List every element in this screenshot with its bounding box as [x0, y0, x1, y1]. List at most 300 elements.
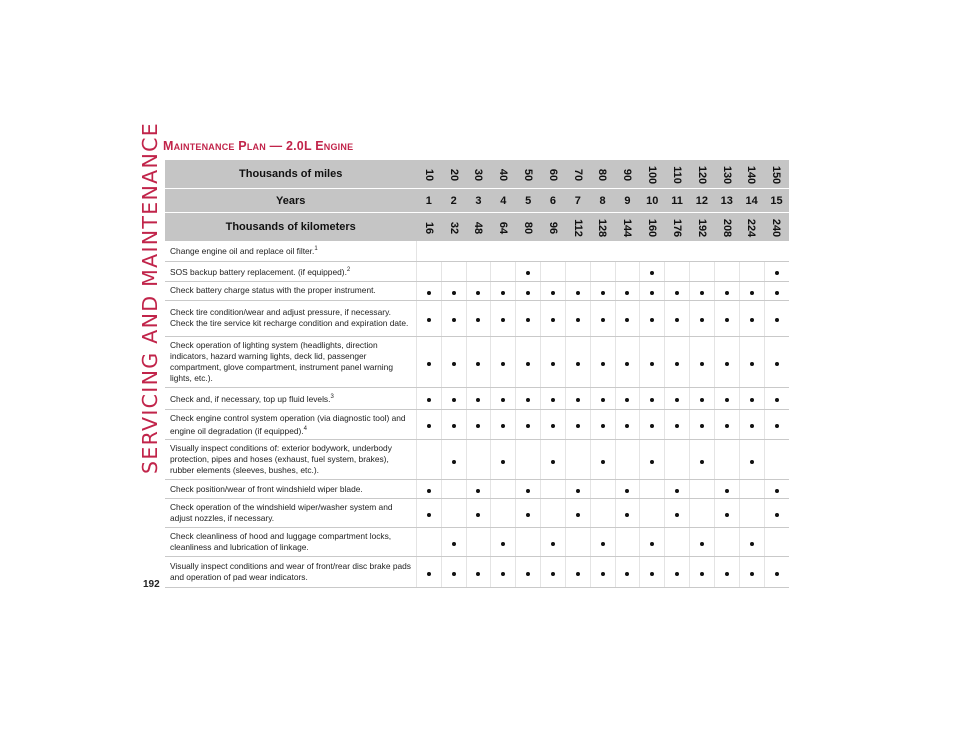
schedule-cell [466, 409, 491, 440]
schedule-cell [565, 440, 590, 480]
header-label-miles: Thousands of miles [165, 160, 416, 189]
bullet-icon [526, 424, 530, 428]
bullet-icon [452, 362, 456, 366]
header-miles-cell [714, 160, 739, 189]
schedule-cell [590, 336, 615, 387]
bullet-icon [601, 572, 605, 576]
schedule-cell [590, 261, 615, 281]
schedule-cell [541, 281, 566, 300]
table-row [165, 241, 789, 261]
header-km-cell [441, 213, 466, 242]
bullet-icon [452, 572, 456, 576]
bullet-icon [750, 291, 754, 295]
schedule-cell [665, 528, 690, 557]
chapter-side-title [132, 28, 168, 568]
header-miles-cell [466, 160, 491, 189]
schedule-cell [615, 336, 640, 387]
footnote-ref: 4 [303, 425, 307, 432]
bullet-icon [551, 424, 555, 428]
header-km-value: 16 [422, 221, 435, 235]
schedule-cell [416, 480, 441, 499]
header-years-cell [441, 189, 466, 213]
schedule-cell [441, 336, 466, 387]
bullet-icon [526, 291, 530, 295]
bullet-icon [700, 542, 704, 546]
header-row-years [165, 189, 789, 213]
bullet-icon [576, 572, 580, 576]
schedule-cell [739, 499, 764, 528]
schedule-cell [541, 499, 566, 528]
schedule-cell [665, 499, 690, 528]
schedule-cell [441, 440, 466, 480]
bullet-icon [700, 424, 704, 428]
schedule-cell [690, 557, 715, 588]
schedule-cell [416, 300, 441, 336]
header-miles-value: 90 [621, 168, 634, 182]
header-years-value: 14 [745, 194, 758, 207]
schedule-cell [764, 528, 789, 557]
schedule-cell [739, 336, 764, 387]
bullet-icon [625, 318, 629, 322]
schedule-cell [541, 300, 566, 336]
bullet-icon [725, 291, 729, 295]
bullet-icon [476, 513, 480, 517]
header-years-cell [541, 189, 566, 213]
header-years-cell [714, 189, 739, 213]
schedule-cell [416, 281, 441, 300]
header-years-value: 15 [770, 194, 783, 207]
schedule-cell [739, 480, 764, 499]
header-km-value: 160 [646, 218, 659, 238]
schedule-cell [690, 261, 715, 281]
schedule-cell [565, 499, 590, 528]
bullet-icon [452, 542, 456, 546]
header-km-cell [590, 213, 615, 242]
header-years-value: 12 [695, 194, 709, 207]
bullet-icon [476, 424, 480, 428]
bullet-icon [750, 572, 754, 576]
schedule-cell [690, 528, 715, 557]
task-text: SOS backup battery replacement. (if equipped). [170, 266, 347, 277]
schedule-cell [516, 528, 541, 557]
schedule-cell [466, 336, 491, 387]
header-miles-cell [565, 160, 590, 189]
bullet-icon [675, 362, 679, 366]
bullet-icon [452, 318, 456, 322]
task-text: Check cleanliness of hood and luggage compartment locks, cleanliness and lubrication of linkage. [170, 531, 392, 553]
schedule-cell [615, 261, 640, 281]
schedule-cell [665, 387, 690, 409]
bullet-icon [650, 572, 654, 576]
schedule-cell [590, 557, 615, 588]
bullet-icon [501, 542, 505, 546]
schedule-cell [491, 440, 516, 480]
schedule-cell [416, 336, 441, 387]
schedule-cell [640, 528, 665, 557]
bullet-icon [427, 362, 431, 366]
bullet-icon [551, 460, 555, 464]
schedule-cell [714, 281, 739, 300]
schedule-cell [466, 300, 491, 336]
schedule-cell [565, 409, 590, 440]
schedule-cell [739, 387, 764, 409]
header-km-cell [466, 213, 491, 242]
schedule-cell [615, 557, 640, 588]
header-km-cell [565, 213, 590, 242]
header-km-value: 32 [447, 221, 460, 235]
header-miles-value: 40 [497, 168, 510, 182]
header-km-value: 96 [546, 221, 559, 235]
header-km-cell [739, 213, 764, 242]
bullet-icon [576, 489, 580, 493]
task-text: Visually inspect conditions and wear of front/rear disc brake pads and operation of pad wear indicators. [170, 561, 411, 583]
schedule-cell [590, 440, 615, 480]
bullet-icon [501, 318, 505, 322]
bullet-icon [750, 460, 754, 464]
bullet-icon [750, 318, 754, 322]
schedule-cell [541, 480, 566, 499]
task-description [165, 261, 416, 281]
table-row [165, 480, 789, 499]
bullet-icon [650, 542, 654, 546]
bullet-icon [452, 398, 456, 402]
schedule-cell [516, 387, 541, 409]
schedule-cell [764, 409, 789, 440]
footnote-ref: 1 [314, 246, 318, 253]
bullet-icon [675, 291, 679, 295]
header-years-value: 6 [549, 194, 557, 207]
bullet-icon [526, 362, 530, 366]
header-miles-value: 10 [422, 168, 435, 182]
header-years-cell [665, 189, 690, 213]
schedule-cell [615, 499, 640, 528]
schedule-cell [416, 528, 441, 557]
table-row [165, 440, 789, 480]
schedule-cell [615, 409, 640, 440]
schedule-cell [441, 480, 466, 499]
bullet-icon [576, 398, 580, 402]
schedule-cell [565, 528, 590, 557]
schedule-cell [416, 261, 441, 281]
bullet-icon [775, 489, 779, 493]
schedule-cell [590, 499, 615, 528]
bullet-icon [700, 572, 704, 576]
schedule-cell [690, 480, 715, 499]
bullet-icon [551, 362, 555, 366]
bullet-icon [551, 291, 555, 295]
task-description [165, 409, 416, 440]
header-miles-cell [590, 160, 615, 189]
schedule-cell [714, 336, 739, 387]
schedule-cell [565, 480, 590, 499]
schedule-cell [491, 387, 516, 409]
header-years-value: 10 [646, 194, 659, 207]
task-description [165, 499, 416, 528]
header-years-value: 3 [475, 194, 482, 207]
bullet-icon [601, 460, 605, 464]
header-years-value: 11 [671, 194, 683, 207]
schedule-cell [416, 387, 441, 409]
schedule-cell [441, 528, 466, 557]
schedule-cell [516, 480, 541, 499]
schedule-cell [615, 528, 640, 557]
schedule-cell [739, 409, 764, 440]
header-miles-cell [764, 160, 789, 189]
header-km-value: 80 [522, 221, 535, 235]
header-years-cell [565, 189, 590, 213]
schedule-cell [466, 387, 491, 409]
bullet-icon [775, 318, 779, 322]
bullet-icon [452, 424, 456, 428]
header-km-cell [640, 213, 665, 242]
bullet-icon [625, 424, 629, 428]
header-years-cell [491, 189, 516, 213]
header-km-value: 64 [497, 221, 510, 235]
schedule-cell [516, 336, 541, 387]
header-miles-value: 120 [695, 165, 708, 185]
bullet-icon [601, 398, 605, 402]
schedule-cell [690, 409, 715, 440]
schedule-cell [665, 409, 690, 440]
bullet-icon [675, 398, 679, 402]
schedule-cell [441, 499, 466, 528]
task-description [165, 440, 416, 480]
schedule-cell [764, 281, 789, 300]
header-years-cell [516, 189, 541, 213]
bullet-icon [625, 489, 629, 493]
chapter-side-title-text: SERVICING AND MAINTENANCE [138, 122, 163, 474]
schedule-cell [441, 387, 466, 409]
footnote-ref: 2 [346, 266, 351, 273]
header-miles-value: 70 [571, 168, 584, 182]
bullet-icon [427, 572, 431, 576]
header-km-value: 128 [596, 218, 609, 238]
schedule-cell [665, 281, 690, 300]
bullet-icon [650, 318, 654, 322]
task-text: Check operation of the windshield wiper/washer system and adjust nozzles, if necessary. [170, 502, 393, 524]
schedule-cell [764, 480, 789, 499]
schedule-cell [516, 557, 541, 588]
bullet-icon [700, 318, 704, 322]
header-km-value: 240 [770, 218, 783, 238]
schedule-cell [466, 528, 491, 557]
header-miles-value: 60 [546, 168, 559, 182]
header-km-cell [764, 213, 789, 242]
task-description [165, 241, 416, 261]
bullet-icon [675, 489, 679, 493]
bullet-icon [576, 362, 580, 366]
task-text: Check tire condition/wear and adjust pressure, if necessary. Check the tire service kit recharge condition and expiration date. [170, 307, 409, 328]
bullet-icon [427, 489, 431, 493]
schedule-cell [590, 409, 615, 440]
schedule-cell [739, 557, 764, 588]
bullet-icon [501, 362, 505, 366]
bullet-icon [476, 362, 480, 366]
header-years-cell [416, 189, 441, 213]
task-description [165, 281, 416, 300]
schedule-cell [466, 499, 491, 528]
schedule-cell [640, 409, 665, 440]
header-years-value: 2 [450, 194, 457, 207]
schedule-cell [491, 409, 516, 440]
header-km-value: 112 [571, 219, 584, 237]
schedule-cell [665, 440, 690, 480]
schedule-cell [516, 281, 541, 300]
bullet-icon [476, 489, 480, 493]
schedule-merged-cell [416, 241, 789, 261]
header-miles-value: 140 [745, 165, 758, 185]
schedule-cell [541, 387, 566, 409]
header-row-km [165, 213, 789, 242]
task-description [165, 387, 416, 409]
table-row [165, 528, 789, 557]
bullet-icon [526, 572, 530, 576]
schedule-cell [640, 499, 665, 528]
header-miles-value: 130 [720, 165, 733, 185]
schedule-cell [665, 557, 690, 588]
schedule-cell [441, 300, 466, 336]
table-body [165, 241, 789, 588]
header-years-value: 8 [599, 194, 606, 207]
bullet-icon [650, 291, 654, 295]
header-miles-value: 20 [447, 168, 460, 182]
bullet-icon [725, 489, 729, 493]
footnote-ref: 3 [330, 393, 334, 400]
bullet-icon [775, 291, 779, 295]
header-years-value: 9 [624, 194, 631, 207]
header-miles-value: 30 [472, 168, 485, 182]
bullet-icon [476, 291, 480, 295]
header-miles-value: 110 [671, 166, 684, 184]
schedule-cell [565, 261, 590, 281]
header-years-cell [466, 189, 491, 213]
schedule-cell [416, 409, 441, 440]
schedule-cell [764, 557, 789, 588]
schedule-cell [665, 480, 690, 499]
schedule-cell [590, 300, 615, 336]
bullet-icon [427, 513, 431, 517]
header-km-cell [491, 213, 516, 242]
schedule-cell [590, 281, 615, 300]
schedule-cell [541, 440, 566, 480]
header-km-value: 224 [745, 218, 758, 238]
bullet-icon [576, 318, 580, 322]
schedule-cell [714, 409, 739, 440]
schedule-cell [516, 409, 541, 440]
bullet-icon [576, 291, 580, 295]
task-description [165, 300, 416, 336]
task-description [165, 557, 416, 588]
schedule-cell [466, 261, 491, 281]
schedule-cell [516, 440, 541, 480]
schedule-cell [714, 440, 739, 480]
bullet-icon [775, 398, 779, 402]
bullet-icon [601, 542, 605, 546]
schedule-cell [739, 440, 764, 480]
table-row [165, 336, 789, 387]
bullet-icon [476, 572, 480, 576]
bullet-icon [625, 362, 629, 366]
header-km-cell [416, 213, 441, 242]
header-miles-cell [416, 160, 441, 189]
bullet-icon [700, 398, 704, 402]
schedule-cell [565, 336, 590, 387]
schedule-cell [739, 281, 764, 300]
task-text: Check and, if necessary, top up fluid levels. [170, 393, 331, 404]
bullet-icon [501, 572, 505, 576]
bullet-icon [650, 362, 654, 366]
task-text: Check battery charge status with the proper instrument. [170, 285, 376, 295]
table-row [165, 261, 789, 281]
schedule-cell [565, 300, 590, 336]
bullet-icon [750, 424, 754, 428]
schedule-cell [491, 528, 516, 557]
header-row-miles [165, 160, 789, 189]
bullet-icon [427, 318, 431, 322]
schedule-cell [714, 300, 739, 336]
schedule-cell [491, 336, 516, 387]
schedule-cell [739, 528, 764, 557]
header-miles-cell [516, 160, 541, 189]
header-km-value: 48 [472, 221, 485, 235]
page-number: 192 [143, 579, 160, 590]
schedule-cell [491, 557, 516, 588]
header-km-value: 208 [720, 218, 733, 238]
bullet-icon [725, 362, 729, 366]
schedule-cell [764, 261, 789, 281]
schedule-cell [565, 387, 590, 409]
bullet-icon [775, 424, 779, 428]
task-description [165, 528, 416, 557]
schedule-cell [491, 480, 516, 499]
bullet-icon [452, 291, 456, 295]
table-row [165, 409, 789, 440]
schedule-cell [665, 300, 690, 336]
schedule-cell [466, 557, 491, 588]
bullet-icon [427, 398, 431, 402]
table-row [165, 557, 789, 588]
header-miles-value: 100 [646, 165, 659, 185]
section-title: Maintenance Plan — 2.0L Engine [163, 139, 354, 153]
bullet-icon [476, 318, 480, 322]
bullet-icon [750, 542, 754, 546]
bullet-icon [775, 572, 779, 576]
schedule-cell [590, 480, 615, 499]
bullet-icon [675, 318, 679, 322]
header-miles-value: 80 [596, 168, 609, 182]
schedule-cell [615, 281, 640, 300]
maintenance-plan-table [165, 159, 789, 588]
header-km-cell [615, 213, 640, 242]
schedule-cell [416, 557, 441, 588]
schedule-cell [541, 261, 566, 281]
bullet-icon [501, 460, 505, 464]
bullet-icon [476, 398, 480, 402]
schedule-cell [690, 499, 715, 528]
bullet-icon [725, 318, 729, 322]
schedule-cell [714, 528, 739, 557]
header-years-value: 1 [425, 194, 432, 207]
schedule-cell [714, 480, 739, 499]
header-miles-cell [665, 160, 690, 189]
bullet-icon [576, 424, 580, 428]
schedule-cell [690, 300, 715, 336]
schedule-cell [640, 336, 665, 387]
bullet-icon [501, 398, 505, 402]
table-row [165, 387, 789, 409]
schedule-cell [640, 387, 665, 409]
schedule-cell [441, 261, 466, 281]
